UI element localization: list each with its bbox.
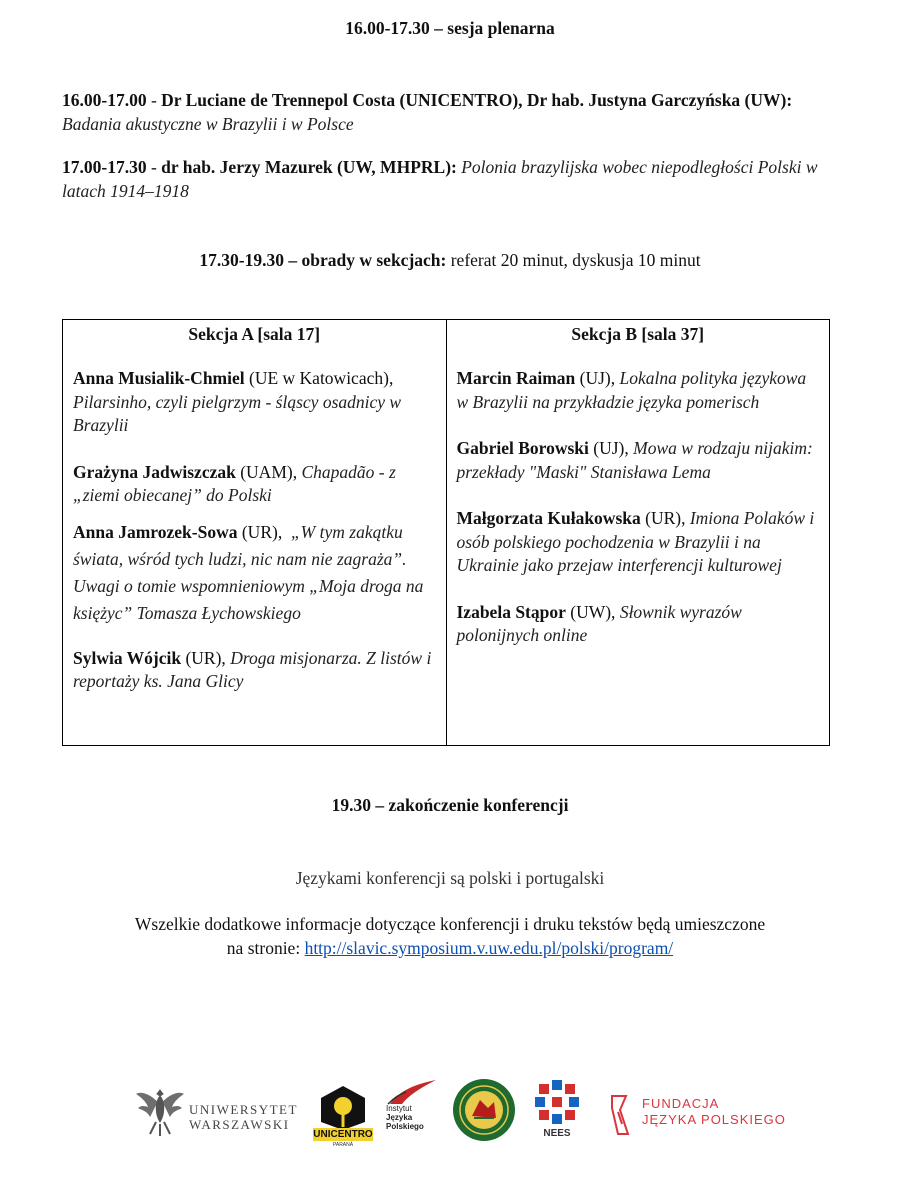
closing-heading: 19.30 – zakończenie konferencji [331, 795, 569, 815]
sections-table [62, 319, 830, 746]
sections-heading: 17.30-19.30 – obrady w sekcjach: referat 20 minut, dyskusja 10 minut [199, 250, 701, 270]
talk-1-title: Badania akustyczne w Brazylii i w Polsce [62, 114, 354, 134]
talk-1-speakers: Dr Luciane de Trennepol Costa (UNICENTRO), Dr hab. Justyna Garczyńska (UW): [161, 90, 793, 110]
sponsor-logos [130, 1078, 790, 1148]
talk-1-time: 16.00-17.00 [62, 90, 147, 110]
fjp-quill-icon [608, 1094, 634, 1136]
uw-logo: UNIWERSYTET WARSZAWSKI [135, 1088, 295, 1138]
program-link[interactable]: http://slavic.symposium.v.uw.edu.pl/polski/program/ [304, 938, 674, 958]
section-b-entry-3: Małgorzata Kułakowska (UR), Imiona Polaków i osób polskiego pochodzenia w Brazylii i na Ukrainie jako przejaw interferencji kulturowej [456, 508, 815, 575]
seal-emblem-icon [452, 1078, 516, 1142]
eagle-icon [135, 1084, 185, 1140]
section-b-column [446, 320, 830, 746]
plenary-heading: 16.00-17.30 – sesja plenarna [345, 18, 555, 38]
unicentro-logo: UNICENTRO PARANÁ [313, 1084, 373, 1150]
section-a-header: Sekcja A [sala 17] [188, 324, 321, 344]
info-text: Wszelkie dodatkowe informacje dotyczące konferencji i druku tekstów będą umieszczone na stronie: http://slavic.symposium.v.uw.edu.pl/polski/program/ [134, 914, 766, 958]
section-a-entry-3: Anna Jamrozek-Sowa (UR), „W tym zakątku świata, wśród tych ludzi, nic nam nie zagraża”. Uwagi o tomie wspomnieniowym „Moja droga na księżyc” Tomasza Łychowskiego [73, 521, 424, 623]
section-b-header: Sekcja B [sala 37] [571, 324, 705, 344]
fjp-logo: FUNDACJA JĘZYKA POLSKIEGO [608, 1094, 790, 1140]
section-b-entry-2: Gabriel Borowski (UJ), Mowa w rodzaju nijakim: przekłady "Maski" Stanisława Lema [456, 438, 813, 482]
section-a-entry-2: Grażyna Jadwiszczak (UAM), Chapadão - z „ziemi obiecanej” do Polski [73, 461, 396, 505]
section-b-entry-4: Izabela Stąpor (UW), Słownik wyrazów polonijnych online [456, 601, 742, 645]
section-a-entry-1: Anna Musialik-Chmiel (UE w Katowicach), Pilarsinho, czyli pielgrzym - śląscy osadnicy w Brazylii [73, 368, 402, 435]
section-a-column [63, 320, 447, 746]
talk-2-time: 17.00-17.30 [62, 157, 147, 177]
nees-pattern-icon [535, 1080, 579, 1124]
seal-logo [452, 1078, 516, 1142]
unicentro-emblem-icon [313, 1084, 373, 1132]
talk-1: 16.00-17.00 - Dr Luciane de Trennepol Costa (UNICENTRO), Dr hab. Justyna Garczyńska (UW): Badania akustyczne w Brazylii i w Polsce [62, 90, 793, 134]
section-a-entry-4: Sylwia Wójcik (UR), Droga misjonarza. Z listów i reportaży ks. Jana Glicy [73, 647, 432, 691]
section-b-entry-1: Marcin Raiman (UJ), Lokalna polityka językowa w Brazylii na przykładzie języka pomerisch [456, 368, 807, 412]
talk-2-speakers: dr hab. Jerzy Mazurek (UW, MHPRL): [161, 157, 457, 177]
ijp-swoosh-icon [384, 1078, 440, 1106]
talk-2: 17.00-17.30 - dr hab. Jerzy Mazurek (UW, MHPRL): Polonia brazylijska wobec niepodległości Polski w latach 1914–1918 [62, 157, 818, 201]
talk-2-title: Polonia brazylijska wobec niepodległości Polski w latach 1914–1918 [62, 157, 818, 201]
languages-note: Językami konferencji są polski i portugalski [295, 868, 605, 888]
ijp-logo: Instytut Języka Polskiego [384, 1078, 440, 1148]
nees-logo: NEES [535, 1080, 579, 1146]
